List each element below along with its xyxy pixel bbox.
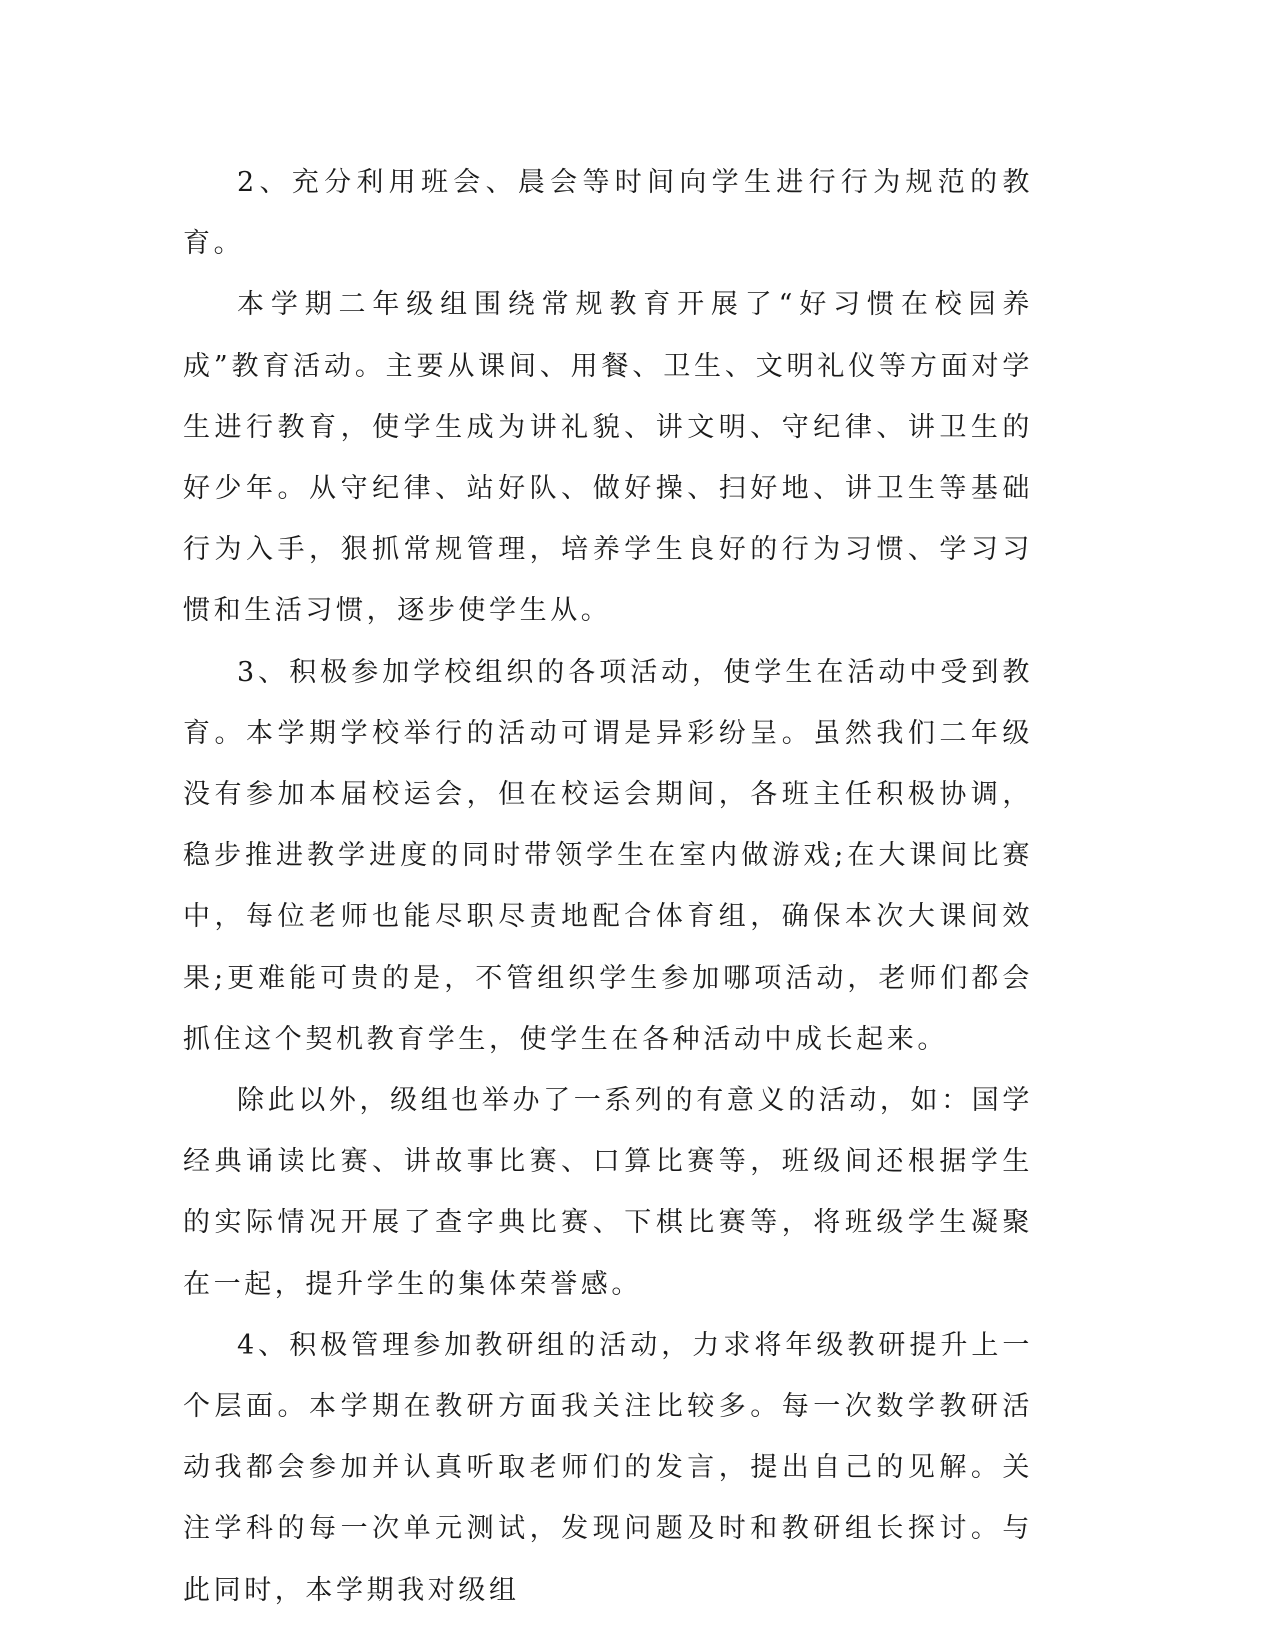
paragraph-good-habits: 本学期二年级组围绕常规教育开展了“好习惯在校园养成”教育活动。主要从课间、用餐、卫生、文明礼仪等方面对学生进行教育，使学生成为讲礼貌、讲文明、守纪律、讲卫生的好少年。从守纪律、站好队、做好操、扫好地、讲卫生等基础行为入手，狠抓常规管理，培养学生良好的行为习惯、学习习惯和生活习惯，逐步使学生从。: [183, 289, 1033, 627]
paragraph-additional-activities: 除此以外，级组也举办了一系列的有意义的活动，如：国学经典诵读比赛、讲故事比赛、口算比赛等，班级间还根据学生的实际情况开展了查字典比赛、下棋比赛等，将班级学生凝聚在一起，提升学生的集体荣誉感。: [183, 1085, 1033, 1300]
paragraph-item-4: 4、积极管理参加教研组的活动，力求将年级教研提升上一个层面。本学期在教研方面我关注比较多。每一次数学教研活动我都会参加并认真听取老师们的发言，提出自己的见解。关注学科的每一次单元测试，发现问题及时和教研组长探讨。与此同时，本学期我对级组: [183, 1329, 1033, 1606]
paragraph-item-3: 3、积极参加学校组织的各项活动，使学生在活动中受到教育。本学期学校举行的活动可谓是异彩纷呈。虽然我们二年级没有参加本届校运会，但在校运会期间，各班主任积极协调，稳步推进教学进度的同时带领学生在室内做游戏;在大课间比赛中，每位老师也能尽职尽责地配合体育组，确保本次大课间效果;更难能可贵的是，不管组织学生参加哪项活动，老师们都会抓住这个契机教育学生，使学生在各种活动中成长起来。: [183, 656, 1033, 1055]
paragraph-item-2: 2、充分利用班会、晨会等时间向学生进行行为规范的教育。: [183, 167, 1033, 260]
document-body: [183, 152, 1033, 1621]
